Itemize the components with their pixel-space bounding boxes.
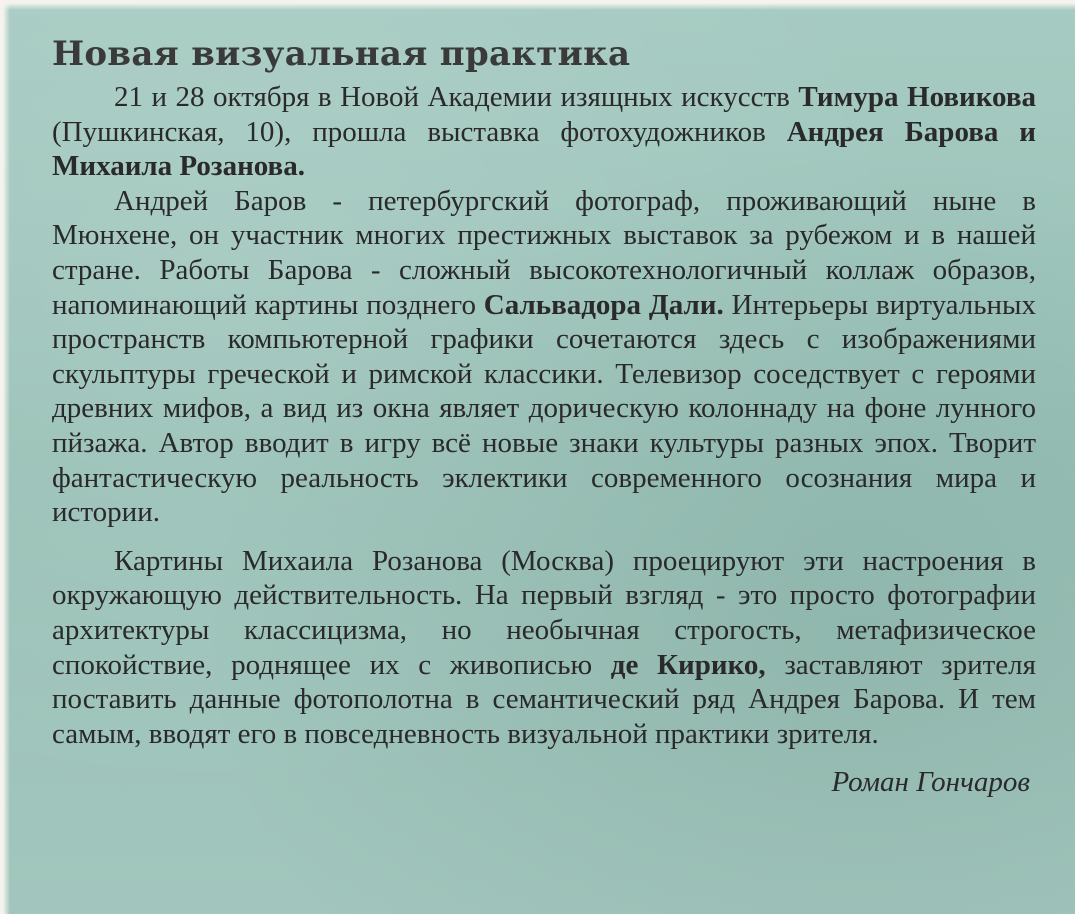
paragraph-2-text-2: Интерьеры виртуальных пространств компьютерной графики сочетаются здесь с изображениями скульптуры греческой и римской классики. Телевизор соседствует с героями древних мифов, а вид из окна являет дорическую колоннаду на фоне лунного пйзажа. Автор вводит в игру всё новые знаки культуры разных эпох. Творит фантастическую реальность эклектики современного осознания мира и истории. [52, 288, 1037, 529]
article-headline: Новая визуальная практика [52, 34, 631, 74]
paragraph-3-text-1: Картины Михаила Розанова (Москва) проецируют эти настроения в окружающую действительность. На первый взгляд - это просто фотографии архитектуры классицизма, но необычная строгость, метафизическое спокойствие, роднящее их с живописью [52, 544, 1036, 681]
paragraph-1 [52, 80, 1036, 184]
paragraph-3-text-2: заставляют зрителя поставить данные фотополотна в семантический ряд Андрея Барова. И тем самым, вводят его в повседневность визуальной практики зрителя. [52, 648, 1036, 750]
names-artists: Андрея Барова и Михаила Розанова. [52, 115, 1036, 183]
clipping-edge-top [0, 0, 1075, 10]
name-timur-novikov: Тимура Новикова [798, 81, 1036, 113]
paragraph-1-text-2: (Пушкинская, 10), прошла выставка фотохудожников [52, 115, 787, 148]
name-salvador-dali: Сальвадора Дали. [483, 288, 724, 321]
paragraph-1-text-1: 21 и 28 октября в Новой Академии изящных искусств [114, 81, 799, 113]
name-de-chirico: де Кирико, [610, 648, 766, 681]
paragraph-3 [52, 544, 1036, 752]
author-signature: Роман Гончаров [831, 766, 1030, 799]
article [52, 34, 1036, 799]
paragraph-2-text-1: Андрей Баров - петербургский фотограф, проживающий ныне в Мюнхене, он участник многих престижных выставок за рубежом и в нашей стране. Работы Барова - сложный высокотехнологичный коллаж образов, напоминающий картины позднего [52, 184, 1036, 321]
paragraph-2 [52, 184, 1036, 530]
clipping-edge-left [0, 0, 10, 914]
